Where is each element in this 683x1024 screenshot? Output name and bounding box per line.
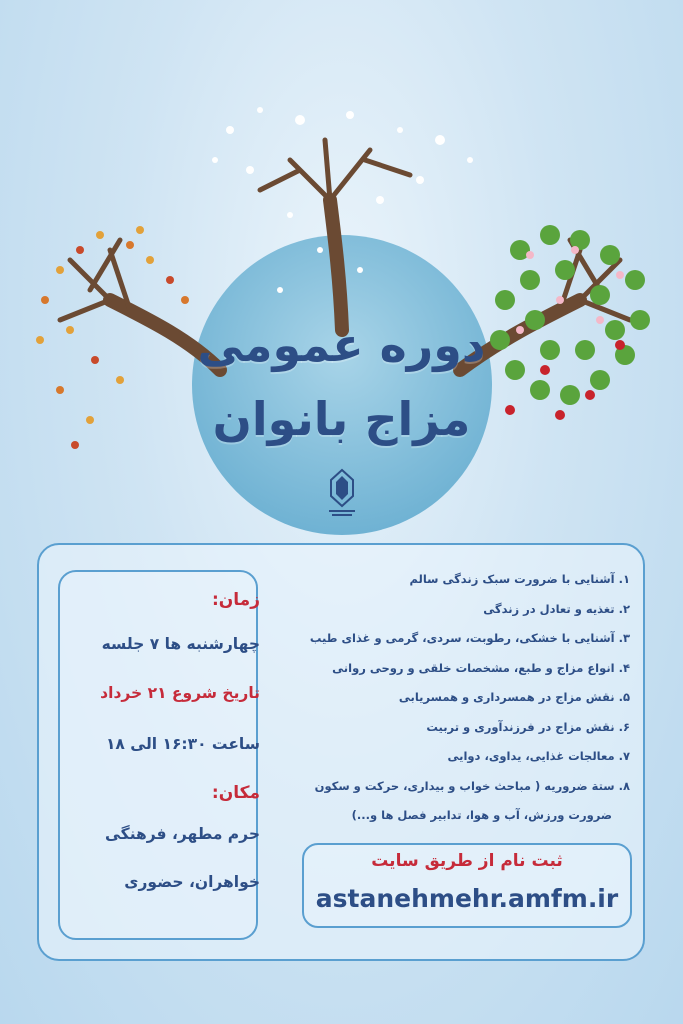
time-text: ساعت ۱۶:۳۰ الی ۱۸	[105, 735, 260, 753]
when-label: زمان:	[211, 590, 260, 610]
institution-logo-icon	[323, 466, 361, 520]
topics-list	[300, 565, 630, 831]
topic-item: ۳. آشنایی با خشکی، رطوبت، سردی، گرمی و غذای طیب	[309, 631, 630, 645]
sessions-text: چهارشنبه ها ۷ جلسه	[101, 635, 260, 653]
topic-item: ۷. معالجات غذایی، یداوی، دوایی	[447, 749, 630, 763]
course-title-line1: دوره عمومی	[197, 318, 486, 372]
registration-website-link[interactable]: astanehmehr.amfm.ir	[315, 884, 619, 913]
registration-label: ثبت نام از طریق سایت	[371, 851, 563, 871]
start-date: تاریخ شروع ۲۱ خرداد	[100, 684, 260, 702]
topic-item-continuation: ضرورت ورزش، آب و هوا، تدابیر فصل ها و...)	[351, 808, 612, 822]
topic-item: ۵. نقش مزاج در همسرداری و همسریابی	[398, 690, 630, 704]
place-line1: حرم مطهر، فرهنگی	[105, 825, 260, 843]
course-title-line2: مزاج بانوان	[212, 392, 471, 446]
place-line2: خواهران، حضوری	[124, 873, 260, 891]
spring-leaves	[490, 225, 650, 405]
topic-item: ۱. آشنایی با ضرورت سبک زندگی سالم	[409, 572, 630, 586]
where-label: مکان:	[211, 783, 260, 803]
topic-item: ۲. تغذیه و تعادل در زندگی	[483, 601, 630, 616]
topic-item: ۶. نقش مزاج در فرزندآوری و تربیت	[426, 719, 630, 734]
topic-item: ۴. انواع مزاج و طبع، مشخصات خلقی و روحی روانی	[332, 660, 630, 675]
topic-item: ۸. ستة ضروریه ( مباحث خواب و بیداری، حرکت و سکون	[314, 778, 630, 793]
